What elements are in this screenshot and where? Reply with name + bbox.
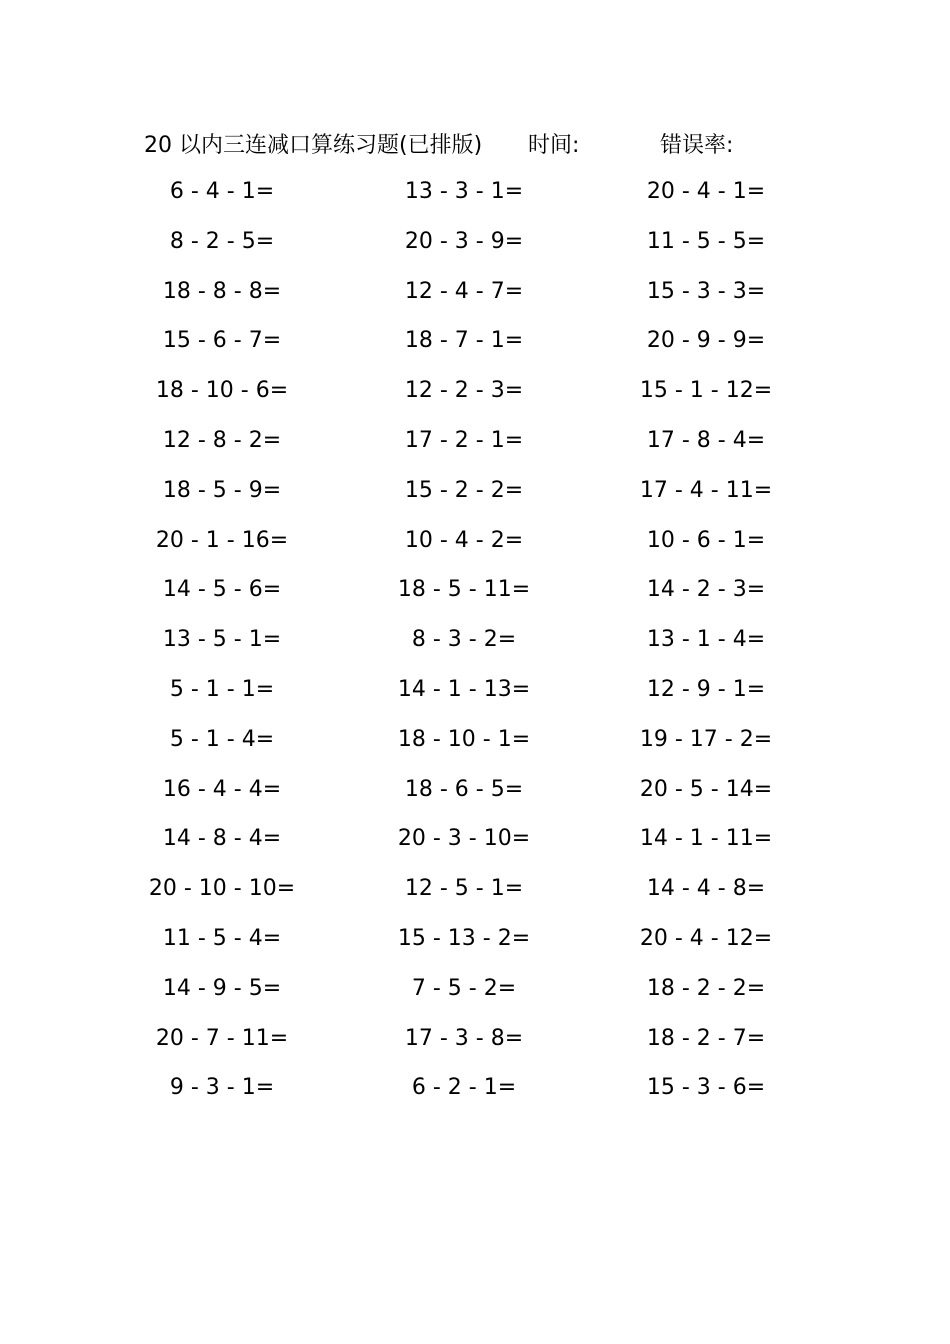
problem-item: 20 - 3 - 10= [397, 826, 531, 852]
problem-row [0, 471, 950, 521]
problem-row [0, 421, 950, 471]
problem-item: 20 - 10 - 10= [148, 876, 296, 902]
problem-row [0, 1068, 950, 1118]
problem-row [0, 321, 950, 371]
problem-row [0, 919, 950, 969]
problem-item: 12 - 4 - 7= [404, 278, 524, 304]
problem-item: 12 - 8 - 2= [162, 427, 282, 453]
problem-item: 14 - 8 - 4= [162, 826, 282, 852]
problem-item: 14 - 9 - 5= [162, 975, 282, 1001]
problem-row [0, 770, 950, 820]
problem-item: 15 - 1 - 12= [639, 378, 773, 404]
problem-row [0, 272, 950, 322]
problem-item: 15 - 2 - 2= [404, 477, 524, 503]
problem-item: 18 - 6 - 5= [404, 776, 524, 802]
problem-item: 18 - 8 - 8= [162, 278, 282, 304]
problem-item: 17 - 2 - 1= [404, 427, 524, 453]
problem-item: 6 - 4 - 1= [169, 179, 275, 204]
problem-item: 9 - 3 - 1= [169, 1075, 275, 1101]
problem-item: 12 - 9 - 1= [646, 676, 766, 702]
problem-row [0, 620, 950, 670]
problem-item: 11 - 5 - 5= [646, 228, 766, 254]
problem-item: 15 - 3 - 6= [646, 1075, 766, 1101]
problem-item: 14 - 1 - 11= [639, 826, 773, 852]
problem-item: 5 - 1 - 1= [169, 676, 275, 702]
problem-item: 13 - 5 - 1= [162, 627, 282, 653]
problem-item: 10 - 4 - 2= [404, 527, 524, 553]
problem-item: 14 - 4 - 8= [646, 876, 766, 902]
problem-row [0, 819, 950, 869]
problem-row [0, 172, 950, 222]
problem-item: 18 - 7 - 1= [404, 328, 524, 354]
problem-item: 18 - 2 - 7= [646, 1025, 766, 1051]
problem-item: 20 - 7 - 11= [155, 1025, 289, 1051]
problem-item: 18 - 5 - 9= [162, 477, 282, 503]
problem-item: 17 - 3 - 8= [404, 1025, 524, 1051]
problem-item: 10 - 6 - 1= [646, 527, 766, 553]
time-label: 时间: [528, 133, 580, 158]
problem-item: 18 - 10 - 6= [155, 378, 289, 404]
problem-item: 14 - 1 - 13= [397, 676, 531, 702]
problem-item: 15 - 3 - 3= [646, 278, 766, 304]
problem-item: 18 - 10 - 1= [397, 726, 531, 752]
problem-item: 7 - 5 - 2= [411, 975, 517, 1001]
problem-item: 8 - 2 - 5= [169, 228, 275, 254]
problem-item: 18 - 5 - 11= [397, 577, 531, 603]
problem-row [0, 869, 950, 919]
problem-item: 5 - 1 - 4= [169, 726, 275, 752]
problem-item: 15 - 13 - 2= [397, 925, 531, 951]
problem-item: 6 - 2 - 1= [411, 1075, 517, 1101]
worksheet-title: 20 以内三连减口算练习题(已排版) [144, 133, 483, 158]
problem-row [0, 371, 950, 421]
problem-grid [0, 172, 950, 1118]
problem-item: 20 - 4 - 1= [646, 179, 766, 204]
problem-item: 14 - 5 - 6= [162, 577, 282, 603]
problem-row [0, 1019, 950, 1069]
problem-item: 12 - 2 - 3= [404, 378, 524, 404]
problem-item: 17 - 4 - 11= [639, 477, 773, 503]
problem-item: 20 - 5 - 14= [639, 776, 773, 802]
problem-item: 13 - 3 - 1= [404, 179, 524, 204]
problem-row [0, 720, 950, 770]
problem-row [0, 570, 950, 620]
problem-item: 12 - 5 - 1= [404, 876, 524, 902]
problem-item: 20 - 4 - 12= [639, 925, 773, 951]
problem-item: 11 - 5 - 4= [162, 925, 282, 951]
problem-row [0, 222, 950, 272]
problem-item: 8 - 3 - 2= [411, 627, 517, 653]
problem-item: 18 - 2 - 2= [646, 975, 766, 1001]
problem-row [0, 969, 950, 1019]
problem-item: 20 - 9 - 9= [646, 328, 766, 354]
problem-row [0, 670, 950, 720]
problem-item: 20 - 3 - 9= [404, 228, 524, 254]
problem-item: 14 - 2 - 3= [646, 577, 766, 603]
problem-item: 17 - 8 - 4= [646, 427, 766, 453]
problem-row [0, 521, 950, 571]
problem-item: 20 - 1 - 16= [155, 527, 289, 553]
problem-item: 13 - 1 - 4= [646, 627, 766, 653]
problem-item: 16 - 4 - 4= [162, 776, 282, 802]
worksheet-header [0, 124, 950, 160]
error-rate-label: 错误率: [660, 133, 734, 158]
problem-item: 19 - 17 - 2= [639, 726, 773, 752]
problem-item: 15 - 6 - 7= [162, 328, 282, 354]
